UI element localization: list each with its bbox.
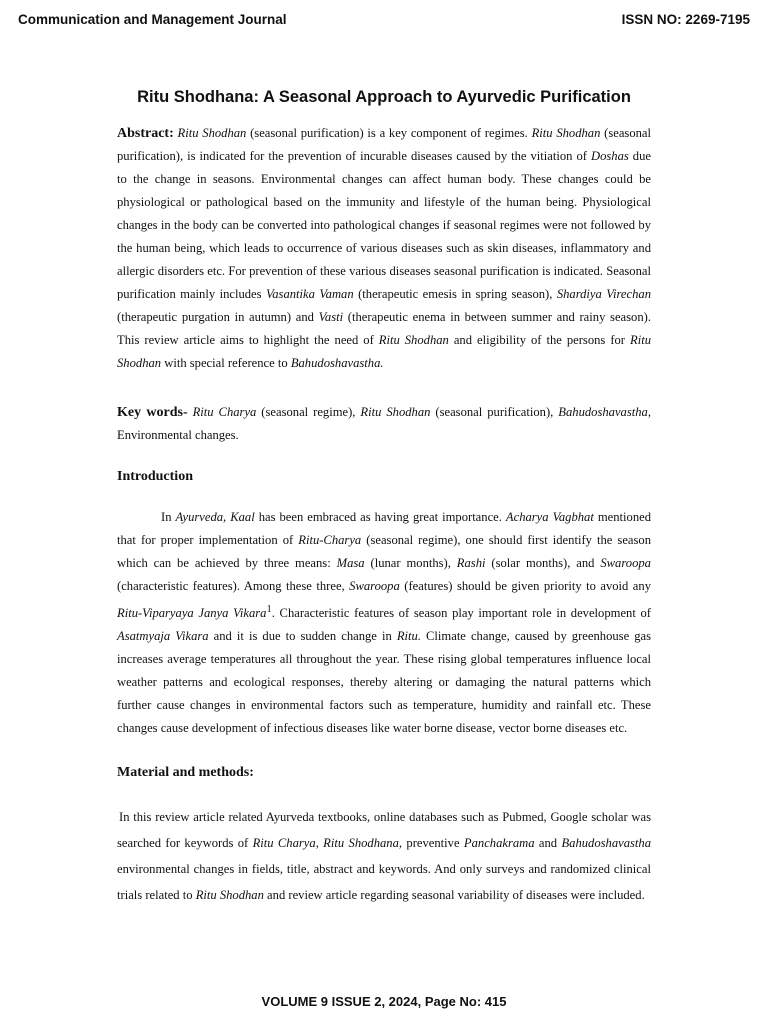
- intro-text: (solar months), and: [485, 556, 601, 570]
- intro-text: Climate change, caused by greenhouse gas increases average temperatures all throughout the year. These rising global temperatures influence local weather patterns and ecological responses, thereby altering or damaging the natural patterns which further cause changes in environmental factors such as temperature, humidity and rainfall etc. These changes cause development of infectious diseases like water borne disease, vector borne diseases etc.: [117, 629, 652, 736]
- page-footer: VOLUME 9 ISSUE 2, 2024, Page No: 415: [261, 994, 507, 1009]
- abstract-term: Ritu Shodhan: [177, 126, 247, 140]
- methods-heading: Material and methods:: [117, 765, 254, 781]
- intro-text: (characteristic features). Among these three,: [117, 579, 350, 593]
- keyword-text: (seasonal purification),: [430, 405, 559, 419]
- abstract-term: Ritu Shodhan: [531, 126, 601, 140]
- abstract-term: Vasantika Vaman: [265, 287, 354, 301]
- intro-term: Asatmyaja Vikara: [117, 629, 209, 644]
- abstract-text: (therapeutic purgation in autumn) and: [117, 310, 319, 324]
- introduction-paragraph: [117, 506, 651, 740]
- intro-term: Ritu-Viparyaya Janya Vikara: [117, 606, 267, 621]
- citation-superscript: 1: [266, 604, 272, 615]
- methods-term: Ritu Shodhan: [195, 888, 264, 903]
- article-body: [117, 122, 651, 908]
- methods-term: Ritu Charya, Ritu Shodhana: [252, 836, 399, 851]
- intro-term: Swaroopa: [600, 556, 651, 570]
- abstract-text: (seasonal purification), is indicated for the prevention of incurable diseases caused by the vitiation of: [117, 126, 652, 163]
- intro-term: Rashi: [456, 556, 486, 570]
- introduction-heading: Introduction: [117, 469, 193, 484]
- methods-term: Panchakrama: [463, 836, 535, 851]
- running-header: [18, 12, 750, 27]
- intro-text: (features) should be given priority to avoid any: [399, 579, 651, 593]
- intro-text: (seasonal regime), one should first identify the season which can be achieved by three means:: [117, 533, 652, 570]
- methods-text: environmental changes in fields, title, abstract and keywords. And only surveys and randomized clinical trials related to: [117, 862, 651, 903]
- intro-term: Ritu.: [396, 629, 421, 644]
- abstract-term: Ritu Shodhan: [378, 333, 449, 347]
- intro-text: (lunar months),: [364, 556, 457, 570]
- abstract-term: Vasti: [318, 310, 344, 324]
- abstract-text: and eligibility of the persons for: [448, 333, 630, 347]
- intro-text: . Characteristic features of season play important role in development of: [271, 606, 651, 621]
- intro-term: Swaroopa: [349, 579, 400, 593]
- keyword-term: Bahudoshavastha,: [558, 405, 651, 419]
- intro-text: mentioned that for proper implementation of: [117, 510, 652, 547]
- issn-number: ISSN NO: 2269-7195: [621, 12, 750, 27]
- intro-term: Ayurveda, Kaal: [175, 510, 255, 524]
- methods-paragraph: [117, 804, 651, 908]
- methods-text: , preventive: [398, 836, 464, 851]
- methods-term: Bahudoshavastha: [561, 836, 652, 851]
- methods-text: and: [534, 836, 562, 851]
- keyword-text: Environmental changes.: [117, 428, 239, 442]
- methods-text: In this review article related Ayurveda textbooks, online databases such as Pubmed, Google scholar was searched for keywords of: [117, 810, 651, 851]
- keywords-paragraph: [117, 401, 651, 447]
- intro-text: In: [161, 510, 176, 524]
- abstract-text: (therapeutic enema in between summer and rainy season). This review article aims to highlight the need of: [117, 310, 651, 347]
- abstract-term: Doshas: [591, 149, 629, 163]
- intro-term: Masa: [336, 556, 365, 570]
- methods-text: and review article regarding seasonal variability of diseases were included.: [263, 888, 645, 903]
- abstract-term: Shardiya Virechan: [556, 287, 652, 301]
- intro-text: and it is due to sudden change in: [208, 629, 397, 644]
- abstract-text: with special reference to: [161, 356, 291, 370]
- journal-name: Communication and Management Journal: [18, 12, 287, 27]
- article-title: Ritu Shodhana: A Seasonal Approach to Ayurvedic Purification: [137, 88, 631, 106]
- abstract-label: Abstract:: [117, 126, 174, 141]
- abstract-text: (seasonal purification) is a key component of regimes.: [246, 126, 532, 140]
- keyword-term: Ritu Shodhan: [360, 405, 431, 419]
- intro-text: has been embraced as having great importance.: [254, 510, 506, 524]
- intro-term: Acharya Vagbhat: [505, 510, 594, 524]
- keywords-label: Key words-: [117, 405, 188, 420]
- abstract-text: due to the change in seasons. Environmental changes can affect human body. These changes could be physiological or pathological based on the immunity and lifestyle of the human being. Physiological changes in the body can be converted into pathological changes if seasonal regimes were not followed by the human being, which leads to occurrence of various diseases such as skin diseases, inflammatory and allergic disorders etc. For prevention of these various diseases seasonal purification is indicated. Seasonal purification mainly includes: [117, 149, 651, 301]
- abstract-term: Ritu Shodhan: [117, 333, 651, 370]
- keyword-term: Ritu Charya: [192, 405, 257, 419]
- abstract-text: (therapeutic emesis in spring season),: [353, 287, 557, 301]
- keyword-text: (seasonal regime),: [256, 405, 361, 419]
- intro-term: Ritu-Charya: [298, 533, 362, 547]
- abstract-term: Bahudoshavastha.: [290, 356, 384, 370]
- abstract-paragraph: [117, 122, 651, 375]
